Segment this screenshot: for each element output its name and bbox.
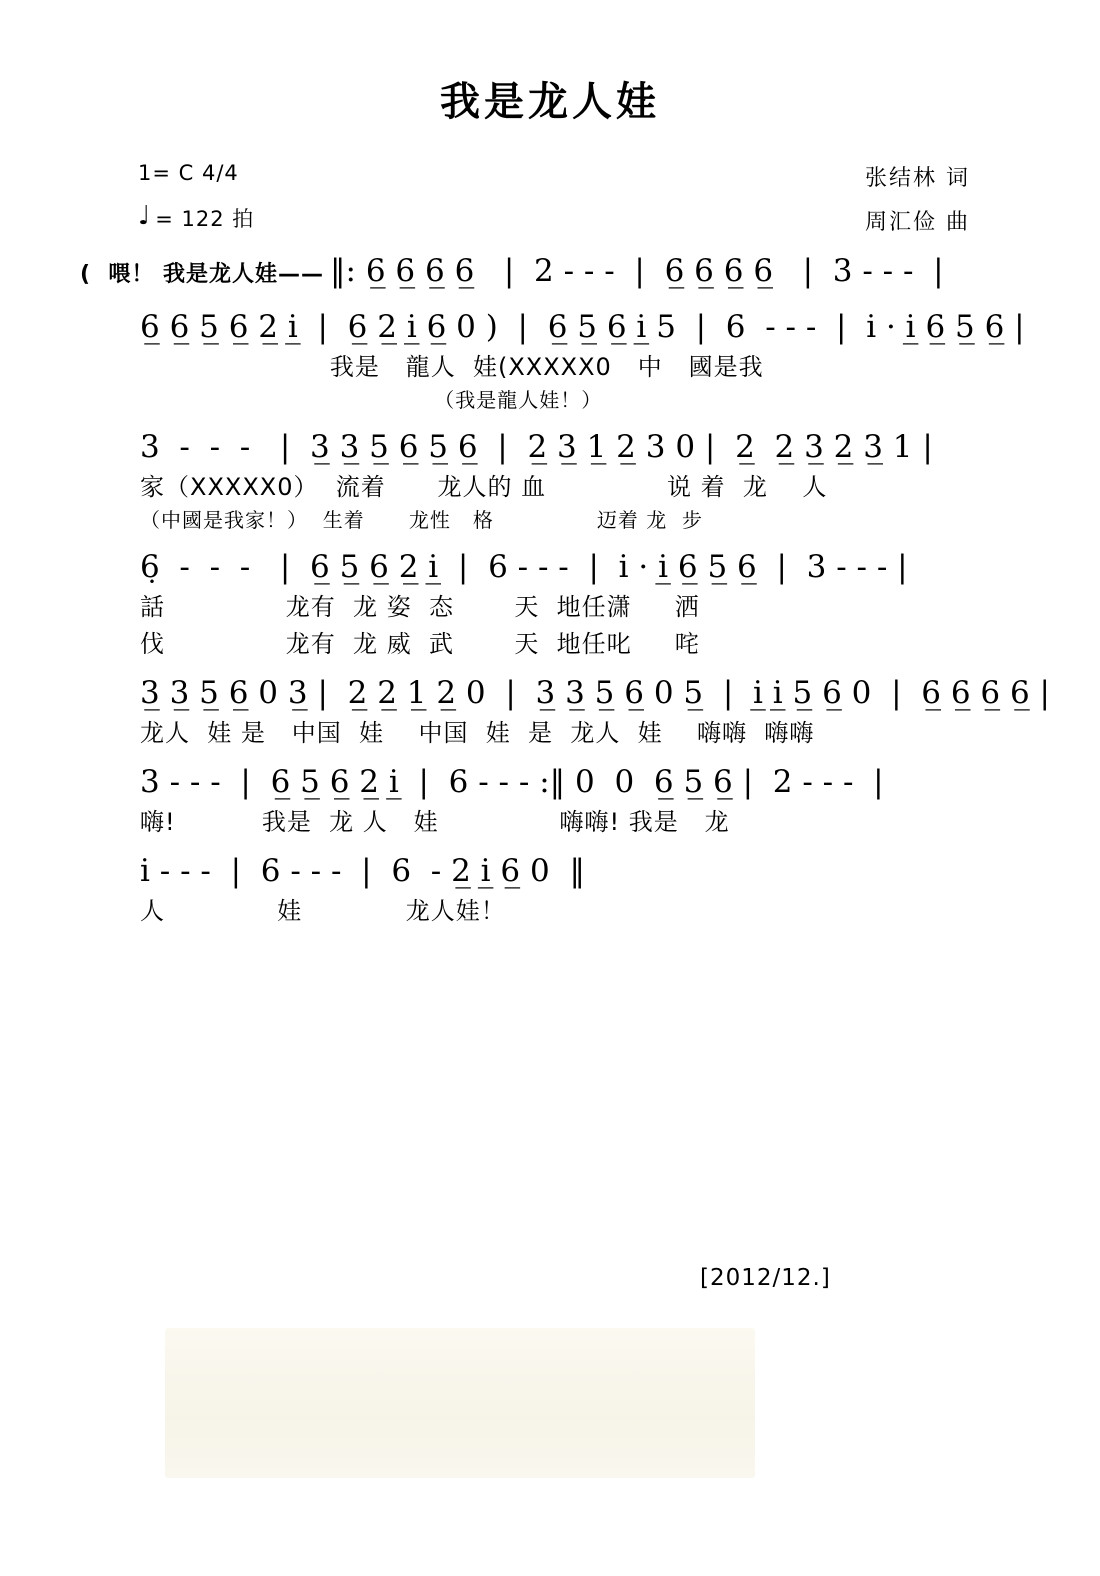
system-7-notes: i - - - | 6 - - - | 6 - 2̲ i̲ 6̲ 0 ‖ xyxy=(140,852,585,889)
composer-credit: 周汇俭 曲 xyxy=(865,210,970,235)
system-5 xyxy=(80,674,1051,748)
system-1-notes: ‖: 6̲ 6̲ 6̲ 6̲ | 2 - - - | 6̲ 6̲ 6̲ 6̲ | 3 - - - | xyxy=(330,253,944,289)
system-7 xyxy=(80,853,1040,926)
system-3-notes: 3 - - - | 3̲ 3̲ 5̲ 6̲ 5̲ 6̲ | 2̲ 3̲ 1̲ 2̲ 3 0 | 2̲ 2̲ 3̲ 2̲ 3̲ 1 | xyxy=(140,428,933,465)
system-2-notes: 6̲ 6̲ 5̲ 6̲ 2̲ i̲ | 6̲ 2̲ i̲ 6̲ 0 ) | 6̲ 5̲ 6̲ i̲ 5 | 6 - - - | i · i̲ 6̲ 5̲ 6̲ | xyxy=(140,308,1025,345)
system-1-row xyxy=(80,251,1040,293)
sheet-music-page xyxy=(0,70,1100,1576)
watermark-block xyxy=(165,1328,755,1478)
key-signature: 1= C 4/4 xyxy=(138,161,239,185)
system-4-lyrics-verse2: 伐 龙有 龙 威 武 天 地任叱 咤 xyxy=(140,629,700,658)
tempo-value: = 122 拍 xyxy=(155,207,255,231)
music-body xyxy=(0,251,1100,926)
composition-date: [2012/12.] xyxy=(700,1265,831,1291)
system-4-lyrics-verse1: 話 龙有 龙 姿 态 天 地任潇 洒 xyxy=(140,592,700,621)
system-7-lyrics-verse1: 人 娃 龙人娃！ xyxy=(140,896,506,925)
score-header xyxy=(0,161,1100,245)
system-6 xyxy=(80,764,1040,837)
quarter-note-icon: ♩ xyxy=(138,201,152,231)
system-3-lyrics-verse1: 家（ⅩⅩⅩⅩⅩ0） 流着 龙人的 血 说 着 龙 人 xyxy=(140,472,828,501)
system-6-notes: 3 - - - | 6̲ 5̲ 6̲ 2̲ i̲ | 6 - - - :‖ 0 0 6̲ 5̲ 6̲ | 2 - - - | xyxy=(140,763,884,800)
tempo-marking xyxy=(138,203,254,233)
system-2 xyxy=(80,309,1040,413)
system-2-lyrics-verse2: （我是龍人娃！） xyxy=(140,387,603,412)
system-4 xyxy=(80,549,1040,659)
system-1 xyxy=(80,251,1040,293)
system-6-lyrics-verse1: 嗨! 我是 龙 人 娃 嗨嗨! 我是 龙 xyxy=(140,807,730,836)
system-4-notes: 6̣ - - - | 6̲ 5̲ 6̲ 2̲ i̲ | 6 - - - | i · i̲ 6̲ 5̲ 6̲ | 3 - - - | xyxy=(140,548,908,585)
system-3-lyrics-verse2: （中國是我家！） 生着 龙性 格 迈着 龙 步 xyxy=(140,507,704,532)
system-5-lyrics-verse1: 龙人 娃 是 中国 娃 中国 娃 是 龙人 娃 嗨嗨 嗨嗨 xyxy=(140,718,815,747)
spoken-intro: ( 喂！ 我是龙人娃—— xyxy=(80,262,325,287)
lyricist-credit: 张结林 词 xyxy=(865,166,970,191)
system-5-notes: 3̲ 3̲ 5̲ 6̲ 0 3̲ | 2̲ 2̲ 1̲ 2̲ 0 | 3̲ 3̲ 5̲ 6̲ 0 5̲ | i̲ i̲ 5̲ 6̲ 0 | 6̲ 6̲ 6̲ 6̲ | xyxy=(140,674,1051,711)
system-2-lyrics-verse1: 我是 龍人 娃(ⅩⅩⅩⅩⅩ0 中 國是我 xyxy=(140,352,764,381)
system-3 xyxy=(80,429,1040,533)
page-title: 我是龙人娃 xyxy=(440,79,660,125)
